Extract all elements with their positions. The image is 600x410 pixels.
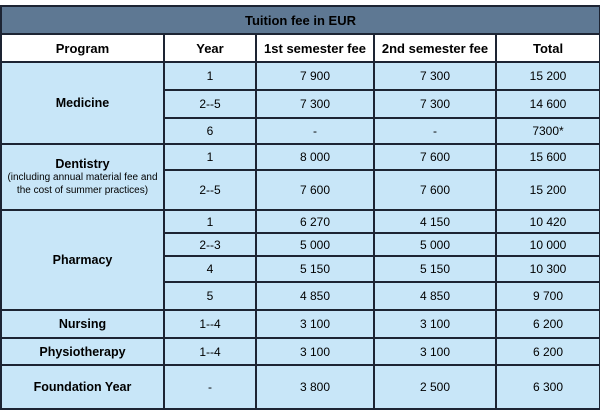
year-cell: 5 bbox=[164, 282, 256, 310]
first-fee-cell: - bbox=[256, 118, 374, 144]
header-total: Total bbox=[496, 34, 600, 62]
second-fee-cell: 7 300 bbox=[374, 62, 496, 90]
first-fee-cell: 3 800 bbox=[256, 365, 374, 409]
year-cell: 1 bbox=[164, 62, 256, 90]
second-fee-cell: 5 000 bbox=[374, 233, 496, 256]
header-year: Year bbox=[164, 34, 256, 62]
program-dentistry-note: (including annual material fee and the cost of summer practices) bbox=[7, 172, 158, 196]
program-nursing: Nursing bbox=[1, 310, 164, 338]
first-fee-cell: 7 300 bbox=[256, 90, 374, 118]
header-row bbox=[1, 34, 600, 62]
program-dentistry-label: Dentistry bbox=[55, 157, 110, 171]
program-medicine: Medicine bbox=[1, 62, 164, 144]
total-cell: 6 200 bbox=[496, 310, 600, 338]
total-cell: 15 600 bbox=[496, 144, 600, 170]
program-pharmacy: Pharmacy bbox=[1, 210, 164, 310]
total-cell: 14 600 bbox=[496, 90, 600, 118]
total-cell: 6 300 bbox=[496, 365, 600, 409]
header-first-semester-fee: 1st semester fee bbox=[256, 34, 374, 62]
second-fee-cell: 2 500 bbox=[374, 365, 496, 409]
table-row bbox=[1, 338, 600, 365]
first-fee-cell: 5 150 bbox=[256, 256, 374, 282]
first-fee-cell: 3 100 bbox=[256, 338, 374, 365]
program-physiotherapy: Physiotherapy bbox=[1, 338, 164, 365]
second-fee-cell: 7 300 bbox=[374, 90, 496, 118]
total-cell: 15 200 bbox=[496, 62, 600, 90]
second-fee-cell: 7 600 bbox=[374, 144, 496, 170]
year-cell: 1--4 bbox=[164, 310, 256, 338]
first-fee-cell: 5 000 bbox=[256, 233, 374, 256]
second-fee-cell: 5 150 bbox=[374, 256, 496, 282]
year-cell: 1 bbox=[164, 210, 256, 233]
table-row bbox=[1, 365, 600, 409]
first-fee-cell: 3 100 bbox=[256, 310, 374, 338]
year-cell: 2--3 bbox=[164, 233, 256, 256]
year-cell: - bbox=[164, 365, 256, 409]
year-cell: 1--4 bbox=[164, 338, 256, 365]
table-row bbox=[1, 310, 600, 338]
first-fee-cell: 7 900 bbox=[256, 62, 374, 90]
table-title-row bbox=[1, 6, 600, 34]
second-fee-cell: - bbox=[374, 118, 496, 144]
table-title: Tuition fee in EUR bbox=[1, 6, 600, 34]
year-cell: 6 bbox=[164, 118, 256, 144]
second-fee-cell: 3 100 bbox=[374, 310, 496, 338]
year-cell: 2--5 bbox=[164, 90, 256, 118]
total-cell: 7300* bbox=[496, 118, 600, 144]
total-cell: 15 200 bbox=[496, 170, 600, 210]
year-cell: 2--5 bbox=[164, 170, 256, 210]
tuition-fee-table bbox=[0, 5, 600, 410]
first-fee-cell: 6 270 bbox=[256, 210, 374, 233]
total-cell: 9 700 bbox=[496, 282, 600, 310]
first-fee-cell: 4 850 bbox=[256, 282, 374, 310]
program-foundation-year: Foundation Year bbox=[1, 365, 164, 409]
program-dentistry bbox=[1, 144, 164, 210]
total-cell: 10 300 bbox=[496, 256, 600, 282]
first-fee-cell: 7 600 bbox=[256, 170, 374, 210]
total-cell: 10 420 bbox=[496, 210, 600, 233]
table-row bbox=[1, 210, 600, 233]
first-fee-cell: 8 000 bbox=[256, 144, 374, 170]
total-cell: 10 000 bbox=[496, 233, 600, 256]
second-fee-cell: 3 100 bbox=[374, 338, 496, 365]
second-fee-cell: 7 600 bbox=[374, 170, 496, 210]
table-row bbox=[1, 62, 600, 90]
table-row bbox=[1, 144, 600, 170]
header-program: Program bbox=[1, 34, 164, 62]
second-fee-cell: 4 150 bbox=[374, 210, 496, 233]
total-cell: 6 200 bbox=[496, 338, 600, 365]
year-cell: 4 bbox=[164, 256, 256, 282]
header-second-semester-fee: 2nd semester fee bbox=[374, 34, 496, 62]
second-fee-cell: 4 850 bbox=[374, 282, 496, 310]
year-cell: 1 bbox=[164, 144, 256, 170]
